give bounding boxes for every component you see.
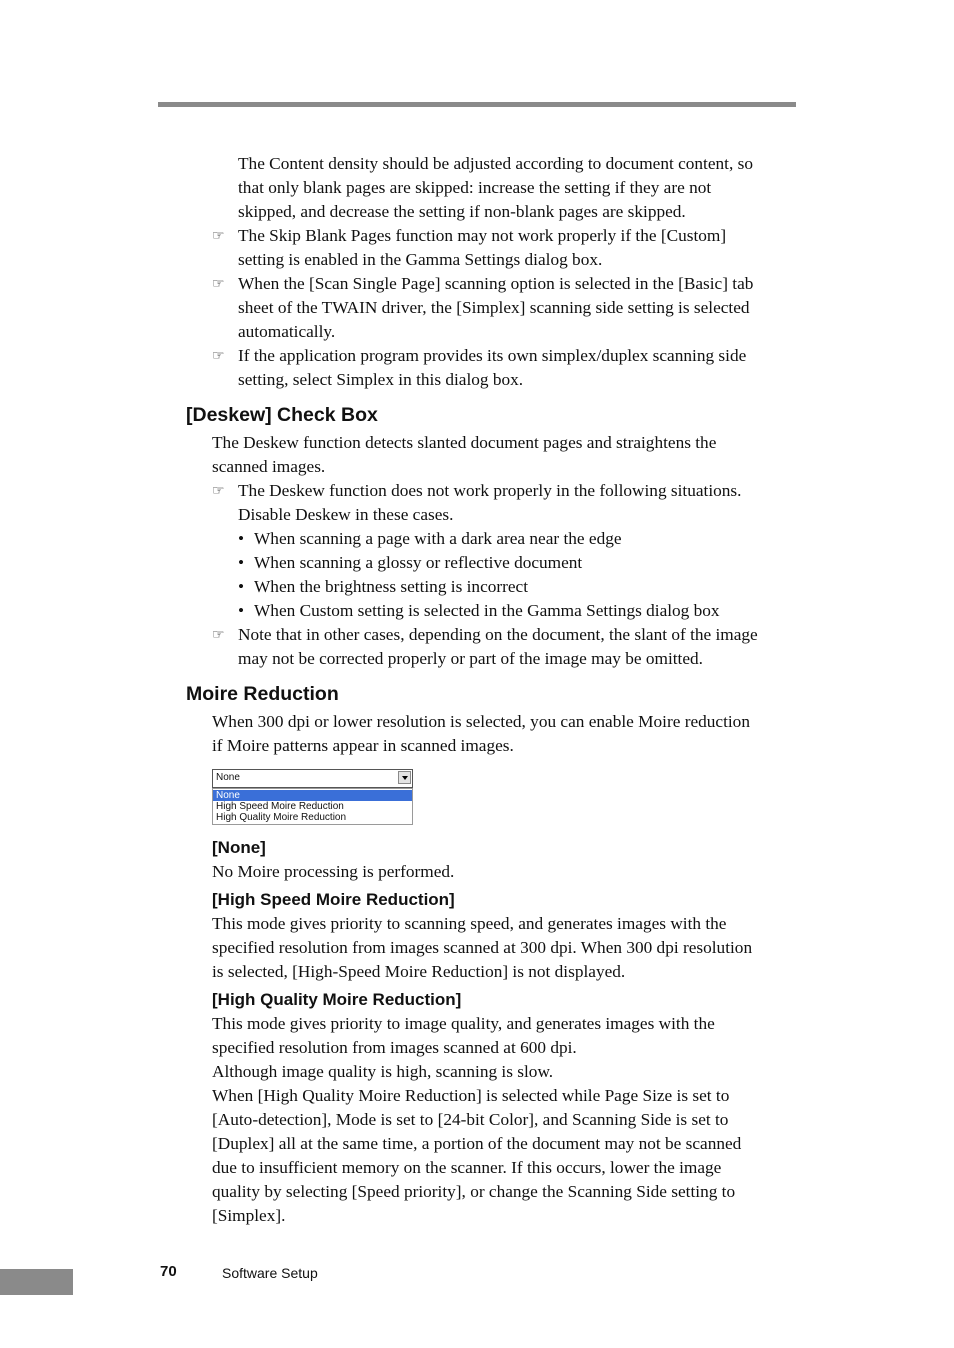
text-line: sheet of the TWAIN driver, the [Simplex] scanning side setting is selected [238,298,750,317]
text-line: setting, select Simplex in this dialog box. [238,370,524,389]
moire-select[interactable] [212,769,413,788]
text-line: setting is enabled in the Gamma Settings dialog box. [238,250,603,269]
text-line: The Skip Blank Pages function may not work properly if the [Custom] [238,226,727,245]
list-item: • When scanning a page with a dark area near the edge [238,529,622,548]
text-line: [Simplex]. [212,1206,286,1225]
option-high-speed[interactable]: High Speed Moire Reduction [216,801,344,812]
text-line: specified resolution from images scanned at 300 dpi. When 300 dpi resolution [212,938,753,957]
intro-paragraph [238,152,753,224]
deskew-note-1 [212,479,802,527]
note-pointer-icon: ☞ [212,627,225,643]
skip-note-3 [212,344,802,392]
text-line: When the [Scan Single Page] scanning option is selected in the [Basic] tab [238,274,754,293]
none-body: No Moire processing is performed. [212,862,455,881]
list-item: • When scanning a glossy or reflective document [238,553,583,572]
text-line: This mode gives priority to scanning speed, and generates images with the [212,914,727,933]
text-line: [Auto-detection], Mode is set to [24-bit Color], and Scanning Side is set to [212,1110,729,1129]
text-line: Disable Deskew in these cases. [238,505,454,524]
note-pointer-icon: ☞ [212,228,225,244]
select-value: None [216,772,240,783]
text-line: may not be corrected properly or part of the image may be omitted. [238,649,703,668]
note-pointer-icon: ☞ [212,348,225,364]
skip-note-1 [212,224,802,272]
deskew-heading: [Deskew] Check Box [186,404,378,426]
text-line: if Moire patterns appear in scanned images. [212,736,514,755]
chevron-down-icon[interactable] [398,771,411,784]
high-quality-body [212,1012,741,1228]
text-line: scanned images. [212,457,326,476]
option-none[interactable]: None [213,790,412,801]
text-line: If the application program provides its own simplex/duplex scanning side [238,346,747,365]
deskew-note-2 [212,623,802,671]
text-line: quality by selecting [Speed priority], or change the Scanning Side setting to [212,1182,736,1201]
text-line: is selected, [High-Speed Moire Reduction] is not displayed. [212,962,626,981]
high-speed-body [212,912,752,984]
list-item: • When Custom setting is selected in the Gamma Settings dialog box [238,601,720,620]
text-line: [Duplex] all at the same time, a portion of the document may not be scanned [212,1134,742,1153]
moire-heading: Moire Reduction [186,683,339,705]
moire-body [212,710,750,758]
note-pointer-icon: ☞ [212,276,225,292]
list-item: • When the brightness setting is incorrect [238,577,529,596]
high-quality-heading: [High Quality Moire Reduction] [212,990,462,1009]
footer-tab-bar [0,1269,73,1295]
top-rule [158,102,796,107]
high-speed-heading: [High Speed Moire Reduction] [212,890,455,909]
text-line: The Deskew function detects slanted document pages and straightens the [212,433,717,452]
text-line: Although image quality is high, scanning is slow. [212,1062,554,1081]
text-line: Note that in other cases, depending on the document, the slant of the image [238,625,758,644]
text-line: The Content density should be adjusted according to document content, so [238,154,753,173]
deskew-bullet-list [238,527,720,623]
moire-options-list [212,788,413,825]
footer-section-title: Software Setup [222,1265,318,1281]
text-line: automatically. [238,322,336,341]
text-line: that only blank pages are skipped: increase the setting if they are not [238,178,712,197]
option-high-quality[interactable]: High Quality Moire Reduction [216,812,347,823]
text-line: When [High Quality Moire Reduction] is selected while Page Size is set to [212,1086,730,1105]
text-line: due to insufficient memory on the scanner. If this occurs, lower the image [212,1158,722,1177]
skip-note-2 [212,272,802,344]
deskew-body [212,431,716,479]
text-line: This mode gives priority to image quality, and generates images with the [212,1014,715,1033]
text-line: specified resolution from images scanned at 600 dpi. [212,1038,577,1057]
text-line: skipped, and decrease the setting if non-blank pages are skipped. [238,202,686,221]
page-number: 70 [160,1263,177,1280]
text-line: When 300 dpi or lower resolution is selected, you can enable Moire reduction [212,712,750,731]
text-line: The Deskew function does not work properly in the following situations. [238,481,742,500]
none-heading: [None] [212,838,266,857]
moire-dropdown [212,769,413,824]
note-pointer-icon: ☞ [212,483,225,499]
